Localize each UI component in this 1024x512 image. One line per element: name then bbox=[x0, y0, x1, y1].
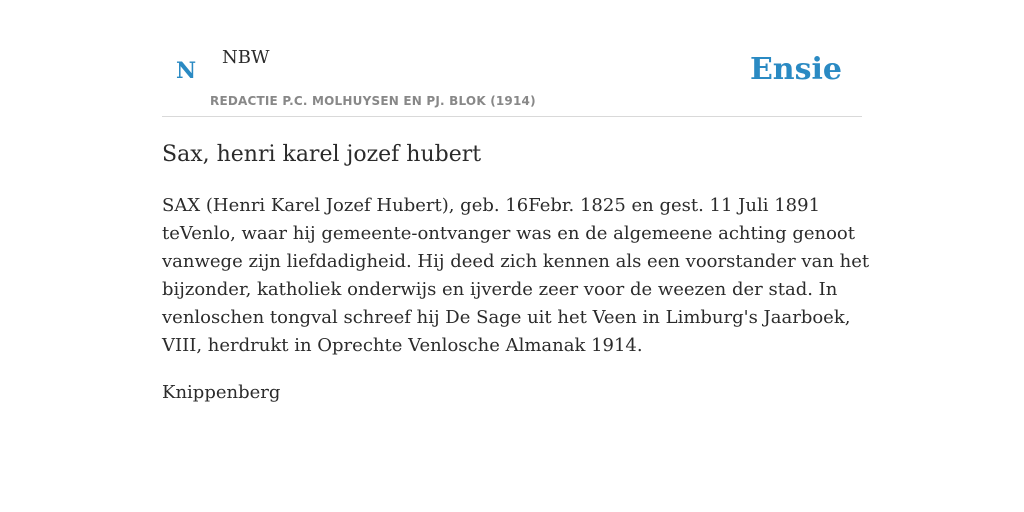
source-header bbox=[162, 0, 862, 117]
ensie-brand-link[interactable]: Ensie bbox=[749, 52, 842, 87]
source-name-link[interactable]: NBW bbox=[222, 47, 270, 68]
source-logo[interactable]: N bbox=[176, 58, 197, 84]
entry-author: Knippenberg bbox=[162, 382, 281, 403]
entry-body: SAX (Henri Karel Jozef Hubert), geb. 16Febr. 1825 en gest. 11 Juli 1891 teVenlo, waar hij gemeente-ontvanger was en de algemeene achting genoot vanwege zijn liefdadigheid. Hij deed zich kennen als een voorstander van het bijzonder, katholiek onderwijs en ijverde zeer voor de weezen der stad. In venloschen tongval schreef hij De Sage uit het Veen in Limburg's Jaarboek, VIII, herdrukt in Oprechte Venlosche Almanak 1914. bbox=[162, 195, 870, 356]
entry-title: Sax, henri karel jozef hubert bbox=[162, 142, 482, 167]
source-editors: REDACTIE P.C. MOLHUYSEN EN PJ. BLOK (1914) bbox=[210, 94, 536, 108]
